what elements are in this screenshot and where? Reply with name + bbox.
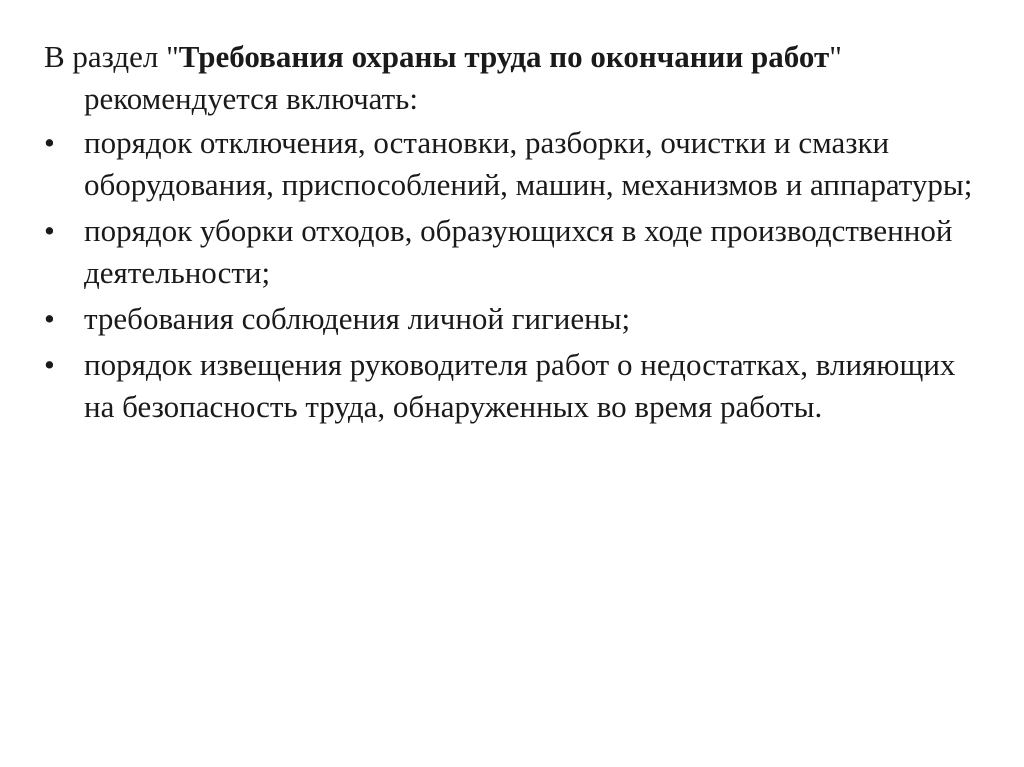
list-item	[44, 210, 984, 294]
intro-prefix: В раздел "	[44, 39, 179, 74]
bullet-icon: •	[44, 125, 55, 160]
intro-paragraph	[44, 36, 984, 120]
intro-suffix: " рекомендуется включать:	[84, 39, 842, 116]
slide-content	[44, 36, 984, 432]
bullet-icon: •	[44, 301, 55, 336]
list-item-text: порядок извещения руководителя работ о недостатках, влияющих на безопасность труда, обнаруженных во время работы.	[84, 347, 956, 424]
bullet-icon: •	[44, 213, 55, 248]
list-item-text: порядок уборки отходов, образующихся в ходе производственной деятельности;	[84, 213, 953, 290]
list-item	[44, 122, 984, 206]
list-item-text: порядок отключения, остановки, разборки, очистки и смазки оборудования, приспособлений, машин, механизмов и аппаратуры;	[84, 125, 973, 202]
list-item	[44, 344, 984, 428]
list-item-text: требования соблюдения личной гигиены;	[84, 301, 631, 336]
bullet-icon: •	[44, 347, 55, 382]
section-title: Требования охраны труда по окончании работ	[178, 39, 830, 74]
list-item	[44, 298, 984, 340]
requirements-list	[44, 122, 984, 428]
